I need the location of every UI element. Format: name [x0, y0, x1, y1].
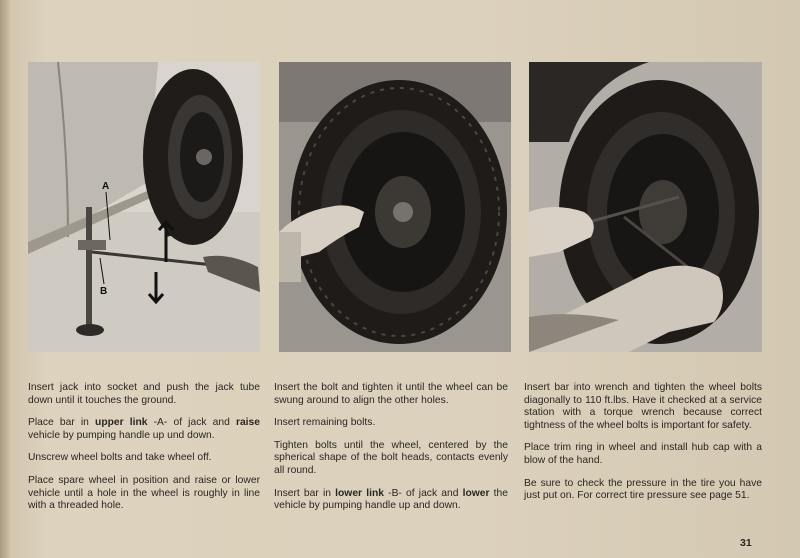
page-number: 31 — [740, 537, 752, 549]
col1-para-upper-link — [28, 417, 260, 442]
col3-para-tire-pressure: Be sure to check the pressure in the tire you have just put on. For correct tire pressure see page 51. — [524, 477, 762, 502]
col1-text: vehicle by pumping handle up und down. — [28, 429, 215, 441]
col3-para-hub-cap: Place trim ring in wheel and install hub cap with a blow of the hand. — [524, 442, 762, 466]
photo-inserting-bolt — [279, 62, 511, 352]
photo-tightening-bolts — [529, 62, 762, 352]
wrench-photo-illustration — [529, 62, 762, 352]
col3-para-torque: Insert bar into wrench and tighten the wheel bolts diagonally to 110 ft.lbs. Have it checked at a service station with a torque wrench because correct tightness of the wheel bolts is important for safety. — [524, 382, 762, 431]
photo-jack-raising-car — [28, 62, 260, 352]
bold-raise: raise — [235, 417, 260, 429]
col2-para-insert-bolt: Insert the bolt and tighten it until the wheel can be swung around to align the other holes. — [274, 382, 508, 406]
col2-para-tighten: Tighten bolts until the wheel, centered by the spherical shape of the bolt heads, contacts evenly all round. — [274, 439, 508, 476]
label-a: A — [102, 181, 110, 192]
col1-para-unscrew: Unscrew wheel bolts and take wheel off. — [28, 452, 212, 464]
col1-text: Place bar in — [28, 417, 96, 429]
col2-para-remaining-bolts: Insert remaining bolts. — [274, 417, 376, 429]
bold-lower-link: lower link — [335, 487, 384, 499]
bold-lower: lower — [462, 487, 490, 499]
col2-text: Insert bar in — [274, 487, 336, 499]
col1-para-spare-wheel: Place spare wheel in position and raise or lower vehicle until a hole in the wheel is roughly in line with a threaded hole. — [28, 474, 260, 512]
col2-text: -B- of jack and — [383, 487, 463, 499]
col2-text: the vehicle by pumping handle up and down. — [274, 487, 508, 512]
page-binding-edge — [0, 0, 10, 558]
col1-text: -A- of jack and — [147, 417, 236, 429]
col1-para-jack-socket: Insert jack into socket and push the jack tube down until it touches the ground. — [28, 382, 260, 406]
bolt-photo-illustration — [279, 62, 511, 352]
label-b: B — [100, 286, 108, 297]
col2-para-lower-link — [274, 488, 508, 513]
instructions-column-2 — [274, 382, 508, 523]
jack-photo-illustration — [28, 62, 260, 352]
instructions-column-3 — [524, 382, 762, 513]
bold-upper-link: upper link — [95, 417, 148, 429]
instructions-column-1 — [28, 382, 260, 523]
